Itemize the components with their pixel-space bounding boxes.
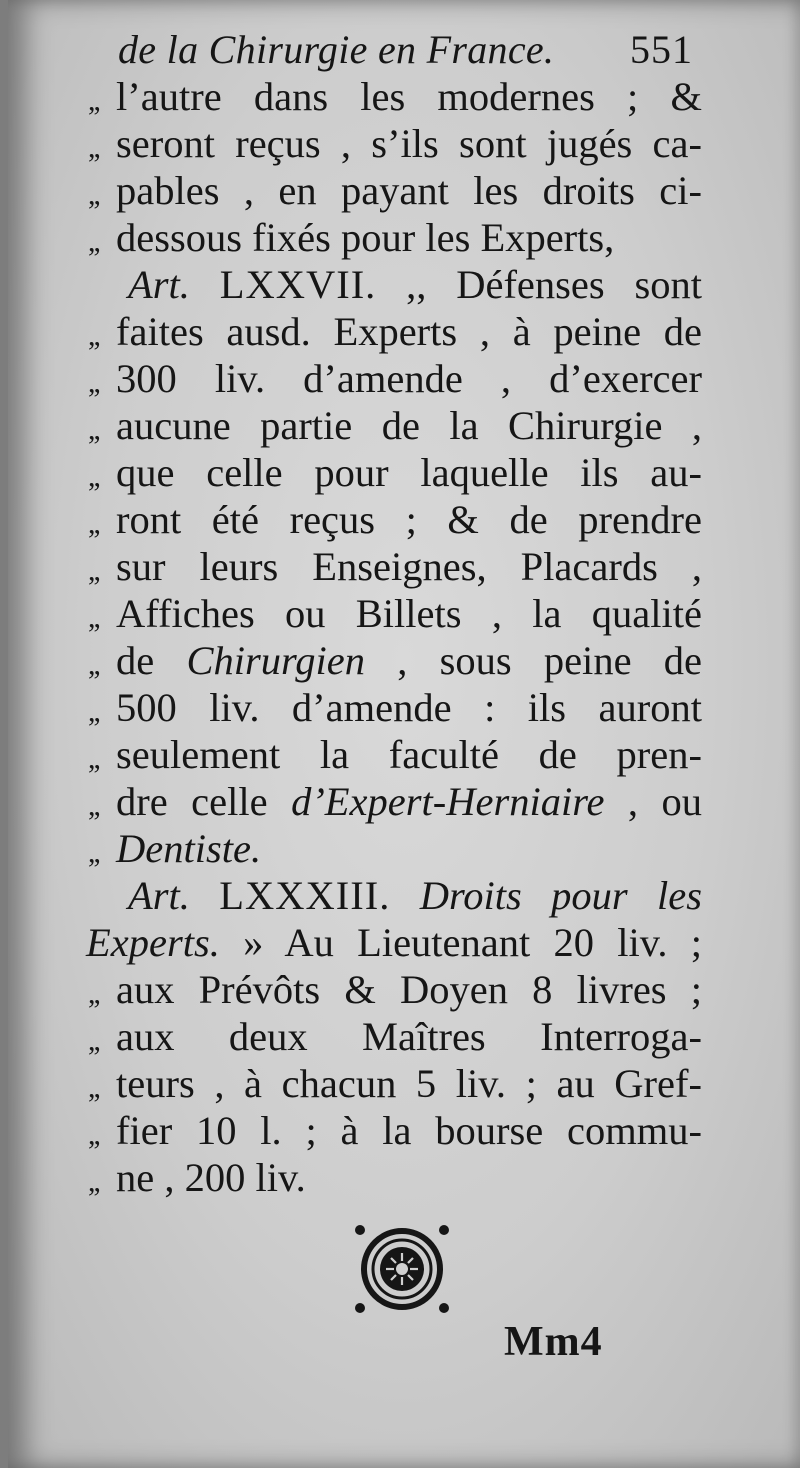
line-text: ne , 200 liv. <box>116 1155 306 1200</box>
text-line <box>8 309 800 355</box>
text-segment: de <box>116 638 155 683</box>
line-text: fier 10 l. ; à la bourse commu- <box>116 1108 702 1153</box>
text-line <box>8 1061 800 1107</box>
article-label: Art. <box>128 262 190 307</box>
text-line <box>8 450 800 496</box>
article-label: Art. <box>128 873 190 918</box>
line-text: seulement la faculté de pren- <box>116 732 702 777</box>
line-text: que celle pour laquelle ils au- <box>116 450 702 495</box>
quote-mark: ,, <box>88 225 99 258</box>
article-title: Droits pour les <box>419 873 702 918</box>
line-text: teurs , à chacun 5 liv. ; au Gref- <box>116 1061 702 1106</box>
line-text: dessous fixés pour les Experts, <box>116 215 615 260</box>
article-heading-line <box>8 262 800 308</box>
signature-mark: Mm4 <box>504 1319 603 1365</box>
line-text <box>86 920 702 966</box>
text-line <box>8 1014 800 1060</box>
line-text: ront été reçus ; & de prendre <box>116 497 702 542</box>
text-line <box>8 497 800 543</box>
line-text: sur leurs Enseignes, Placards , <box>116 544 702 589</box>
article-text: ,, Défenses sont <box>406 262 702 307</box>
text-line <box>8 967 800 1013</box>
text-line <box>8 1108 800 1154</box>
quote-mark: ,, <box>88 1165 99 1198</box>
quote-mark: ,, <box>88 1118 99 1151</box>
line-text: aux Prévôts & Doyen 8 livres ; <box>116 967 702 1012</box>
line-text: l’autre dans les modernes ; & <box>116 74 702 119</box>
text-line <box>8 168 800 214</box>
quote-mark: ,, <box>88 836 99 869</box>
quote-mark: ,, <box>88 789 99 822</box>
italic-term: Chirurgien <box>186 638 365 683</box>
text-line <box>8 826 800 872</box>
text-line <box>8 544 800 590</box>
quote-mark: ,, <box>88 460 99 493</box>
quote-mark: ,, <box>88 84 99 117</box>
line-text: Dentiste. <box>116 826 262 871</box>
quote-mark: ,, <box>88 178 99 211</box>
article-number: LXXXIII. <box>219 873 391 918</box>
text-segment: , ou <box>627 779 702 824</box>
quote-mark: ,, <box>88 742 99 775</box>
quote-mark: ,, <box>88 507 99 540</box>
line-text: aucune partie de la Chirurgie , <box>116 403 702 448</box>
quote-mark: ,, <box>88 1071 99 1104</box>
line-text: seront reçus , s’ils sont jugés ca- <box>116 121 702 166</box>
book-page <box>8 0 800 1468</box>
line-text: 300 liv. d’amende , d’exercer <box>116 356 702 401</box>
line-text: Affiches ou Billets , la qualité <box>116 591 702 636</box>
text-line <box>8 74 800 120</box>
page-number: 551 <box>630 27 693 72</box>
quote-mark: ,, <box>88 977 99 1010</box>
quote-mark: ,, <box>88 413 99 446</box>
text-line <box>8 215 800 261</box>
text-line <box>8 638 800 684</box>
article-number: LXXVII. <box>219 262 377 307</box>
quote-mark: ,, <box>88 366 99 399</box>
text-segment: » Au Lieutenant 20 liv. ; <box>243 920 702 965</box>
running-head: de la Chirurgie en France. <box>118 27 555 72</box>
text-line <box>8 591 800 637</box>
quote-mark: ,, <box>88 695 99 728</box>
quote-mark: ,, <box>88 601 99 634</box>
article-heading-line <box>8 873 800 919</box>
text-segment: dre celle <box>116 779 268 824</box>
line-text: pables , en payant les droits ci- <box>116 168 702 213</box>
line-text: 500 liv. d’amende : ils auront <box>116 685 702 730</box>
text-line <box>8 356 800 402</box>
quote-mark: ,, <box>88 648 99 681</box>
quote-mark: ,, <box>88 1024 99 1057</box>
text-line <box>8 920 800 966</box>
text-segment: , sous peine de <box>397 638 702 683</box>
line-text: faites ausd. Experts , à peine de <box>116 309 702 354</box>
line-text <box>116 779 702 825</box>
quote-mark: ,, <box>88 554 99 587</box>
text-line <box>8 732 800 778</box>
line-text <box>128 873 702 919</box>
line-text: aux deux Maîtres Interroga- <box>116 1014 702 1059</box>
text-line <box>8 779 800 825</box>
quote-mark: ,, <box>88 131 99 164</box>
line-text <box>128 262 702 308</box>
quote-mark: ,, <box>88 319 99 352</box>
text-line <box>8 403 800 449</box>
italic-term: d’Expert-Herniaire <box>291 779 605 824</box>
article-title: Experts. <box>86 920 220 965</box>
rosette-ornament-icon <box>352 1222 452 1316</box>
text-line <box>8 685 800 731</box>
text-line <box>8 121 800 167</box>
line-text <box>116 638 702 684</box>
text-line <box>8 1155 800 1201</box>
